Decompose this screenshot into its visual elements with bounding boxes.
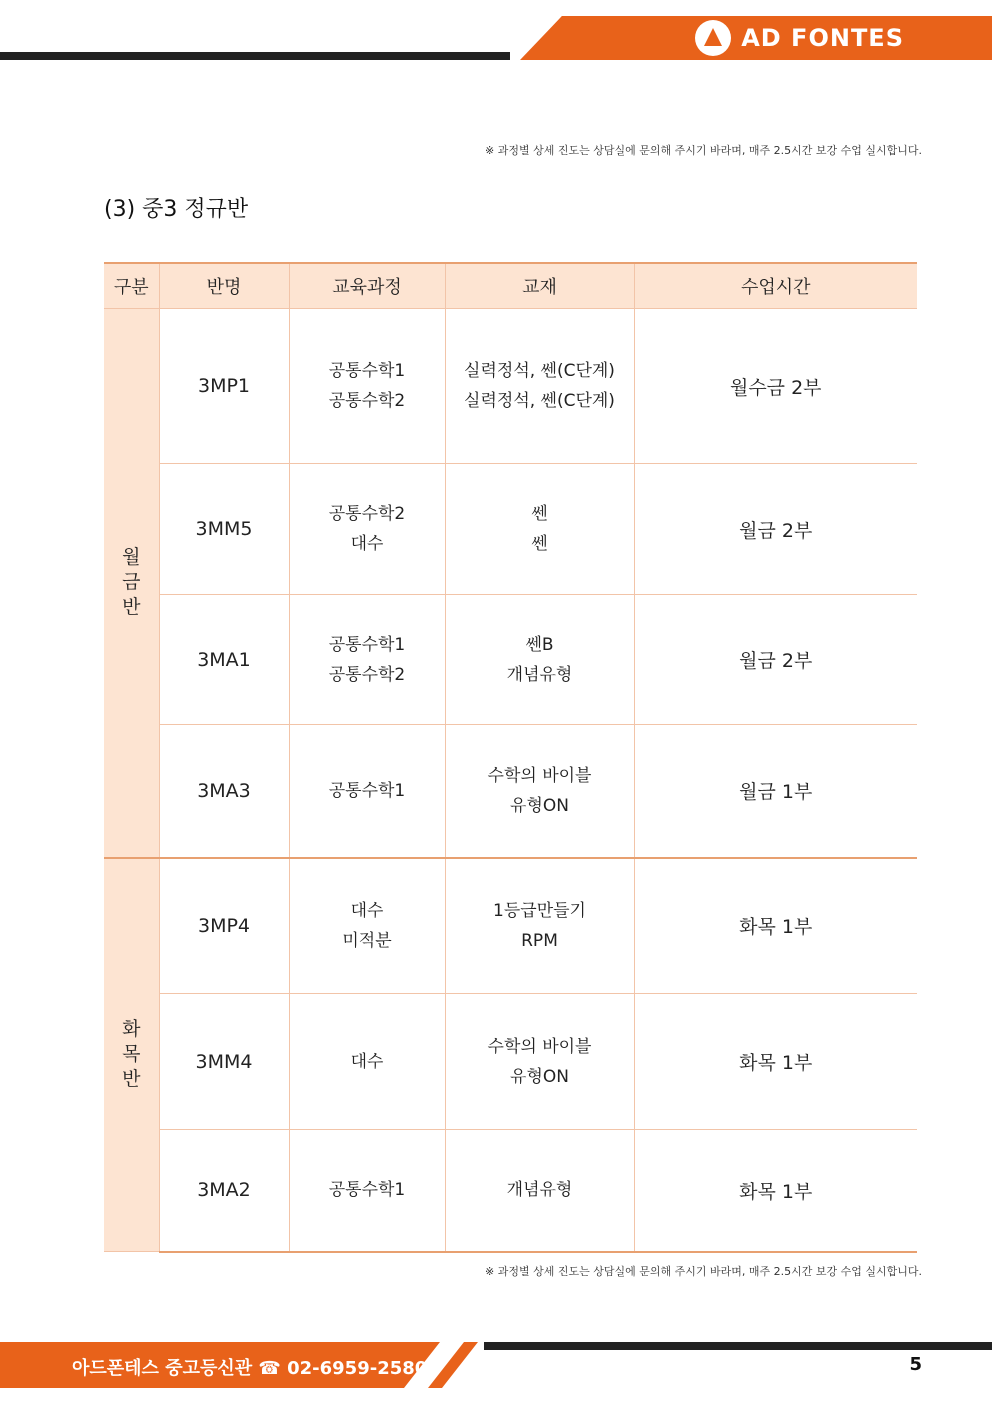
course-item: 미적분 [342,930,392,951]
course-item: 공통수학2 [328,504,406,524]
course-cell [289,595,445,725]
class-time: 월금 2부 [634,595,917,725]
class-time: 화목 1부 [634,1130,917,1252]
group-label-cell [104,858,159,1252]
footer-orange-stripe [428,1342,478,1388]
class-name: 3MA1 [159,595,289,725]
class-time: 화목 1부 [634,994,917,1130]
book-cell [445,725,634,858]
course-item: 공통수학2 [328,664,406,685]
ad-fontes-logo-icon [695,20,731,56]
book-item: 쎈 [531,534,548,554]
table-row [104,725,917,858]
brand-logo [695,20,904,56]
class-time: 월금 1부 [634,725,917,858]
book-item: 유형ON [510,795,569,816]
footer-dark-bar [484,1342,992,1350]
schedule-table [104,262,917,1253]
book-cell [445,1130,634,1252]
group-label-char: 금 [122,571,141,594]
table-header-row [104,263,917,309]
class-time: 월금 2부 [634,464,917,595]
class-time: 월수금 2부 [634,309,917,464]
book-item: RPM [521,930,558,951]
course-item: 공통수학1 [328,1180,406,1201]
book-cell [445,858,634,994]
header-cell: 교육과정 [289,263,445,309]
header-cell: 반명 [159,263,289,309]
group-label-char: 목 [122,1043,141,1066]
course-item: 대수 [350,1051,384,1072]
book-item: 1등급만들기 [493,900,586,921]
book-item: 유형ON [510,1066,569,1087]
book-cell [445,464,634,595]
table-row [104,464,917,595]
course-cell [289,725,445,858]
course-cell [289,309,445,464]
table-row [104,994,917,1130]
brand-logo-text: AD FONTES [741,24,904,52]
header-cell: 수업시간 [634,263,917,309]
group-label [105,1017,158,1092]
course-item: 공통수학1 [328,634,406,655]
top-note: ※ 과정별 상세 진도는 상담실에 문의해 주시기 바라며, 매주 2.5시간 보강 수업 실시합니다. [485,144,922,157]
header-cell: 교재 [445,263,634,309]
group-label-char: 반 [122,1068,141,1091]
course-item: 대수 [350,900,384,921]
group-label [105,545,158,620]
course-cell [289,858,445,994]
group-label-char: 반 [122,596,141,619]
section-title: (3) 중3 정규반 [104,197,249,222]
group-label-cell [104,309,159,858]
group-label-char: 월 [122,546,141,569]
bottom-note: ※ 과정별 상세 진도는 상담실에 문의해 주시기 바라며, 매주 2.5시간 보강 수업 실시합니다. [485,1265,922,1278]
class-name: 3MM5 [159,464,289,595]
class-name: 3MA2 [159,1130,289,1252]
book-item: 실력정석, 쎈(C단계) [464,361,615,381]
book-cell [445,994,634,1130]
header-cell: 구분 [104,263,159,309]
class-name: 3MP4 [159,858,289,994]
book-item: 개념유형 [506,664,573,685]
course-item: 공통수학1 [328,780,406,801]
course-item: 대수 [350,534,384,554]
footer-contact: 아드폰테스 중고등신관 ☎ 02-6959-2580 [72,1358,428,1379]
class-name: 3MP1 [159,309,289,464]
book-cell [445,595,634,725]
course-item: 공통수학1 [328,361,406,381]
table-row [104,1130,917,1252]
book-item: 수학의 바이블 [487,1036,592,1057]
book-item: 개념유형 [506,1180,573,1201]
course-cell [289,1130,445,1252]
book-item: 쎈 [531,504,548,524]
class-name: 3MA3 [159,725,289,858]
table-row [104,309,917,464]
class-name: 3MM4 [159,994,289,1130]
course-cell [289,464,445,595]
page-number: 5 [909,1354,922,1375]
book-cell [445,309,634,464]
group-label-char: 화 [122,1018,141,1041]
table-row [104,858,917,994]
class-time: 화목 1부 [634,858,917,994]
book-item: 수학의 바이블 [487,765,592,786]
course-item: 공통수학2 [328,391,406,411]
header-dark-bar [0,52,510,60]
course-cell [289,994,445,1130]
book-item: 쎈B [525,634,554,655]
table-row [104,595,917,725]
book-item: 실력정석, 쎈(C단계) [464,391,615,411]
